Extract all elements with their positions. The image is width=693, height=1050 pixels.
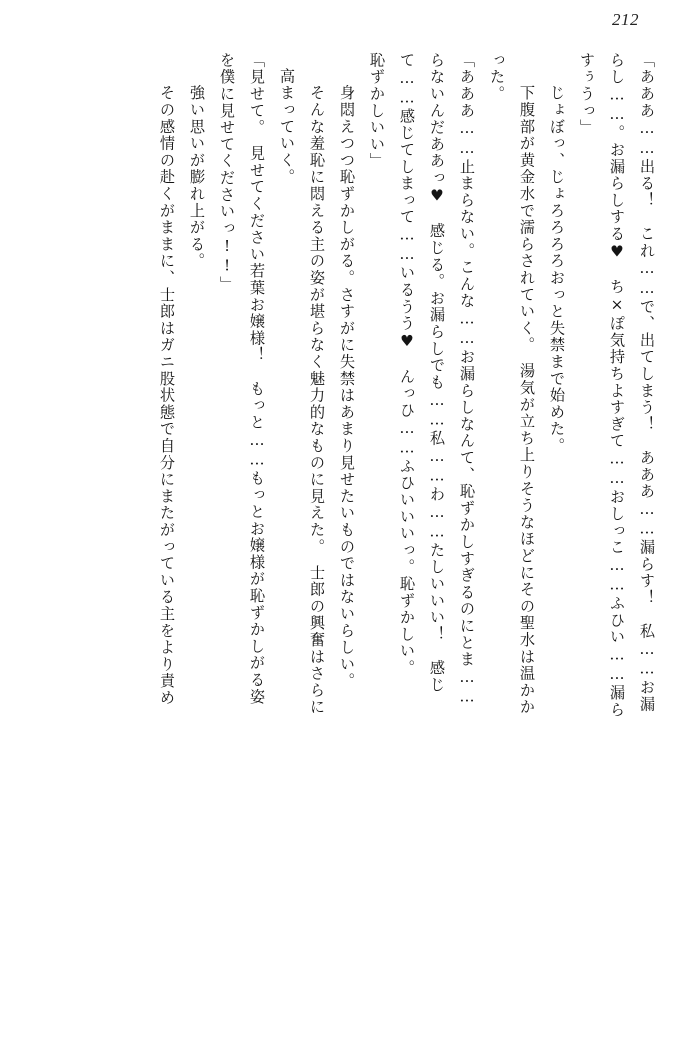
text-column: 「あああ……止まらない。こんな……お漏らしなんて、恥ずかしすぎるのにとま…… — [458, 52, 476, 708]
text-column: そんな羞恥に悶える主の姿が堪らなく魅力的なものに見えた。 士郎の興奮はさらに — [308, 68, 326, 716]
vertical-text-body — [34, 52, 655, 1024]
text-column: 高まっていく。 — [278, 68, 296, 186]
text-column: 「見せて。 見せてください若葉お嬢様！ もっと……もっとお嬢様が恥ずかしがる姿 — [248, 52, 266, 706]
text-column: を僕に見せてくださいっ!!」 — [218, 52, 236, 293]
text-column: じょぼっ、じょろろろろおっと失禁まで始めた。 — [548, 68, 566, 455]
text-column: すぅうっ」 — [578, 52, 596, 136]
text-column: 恥ずかしいい」 — [368, 52, 386, 170]
text-column: った。 — [488, 52, 506, 103]
text-column: 「あああ……出る！ これ……で、出てしまう！ あああ……漏らす！ 私……お漏 — [638, 52, 656, 713]
text-column: 身悶えつつ恥ずかしがる。さすがに失禁はあまり見せたいものではないらしい。 — [338, 68, 356, 690]
text-column: 下腹部が黄金水で濡らされていく。 湯気が立ち上りそうなほどにその聖水は温かか — [518, 68, 536, 716]
page-number: 212 — [612, 10, 639, 29]
text-column: その感情の赴くがままに、士郎はガニ股状態で自分にまたがっている主をより責め — [158, 68, 176, 707]
text-column: て……感じてしまって……いるうう♥ んっひ……ふひいいいっ。恥ずかしい。 — [398, 52, 416, 677]
text-column: らし……。お漏らしする♥ ち×ぽ気持ちよすぎて……おしっこ……ふひい……漏ら — [608, 52, 626, 719]
text-column: 強い思いが膨れ上がる。 — [188, 68, 206, 270]
text-column: らないんだああっ♥ 感じる。お漏らしでも……私……わ……たしいいい！ 感じ — [428, 52, 446, 694]
